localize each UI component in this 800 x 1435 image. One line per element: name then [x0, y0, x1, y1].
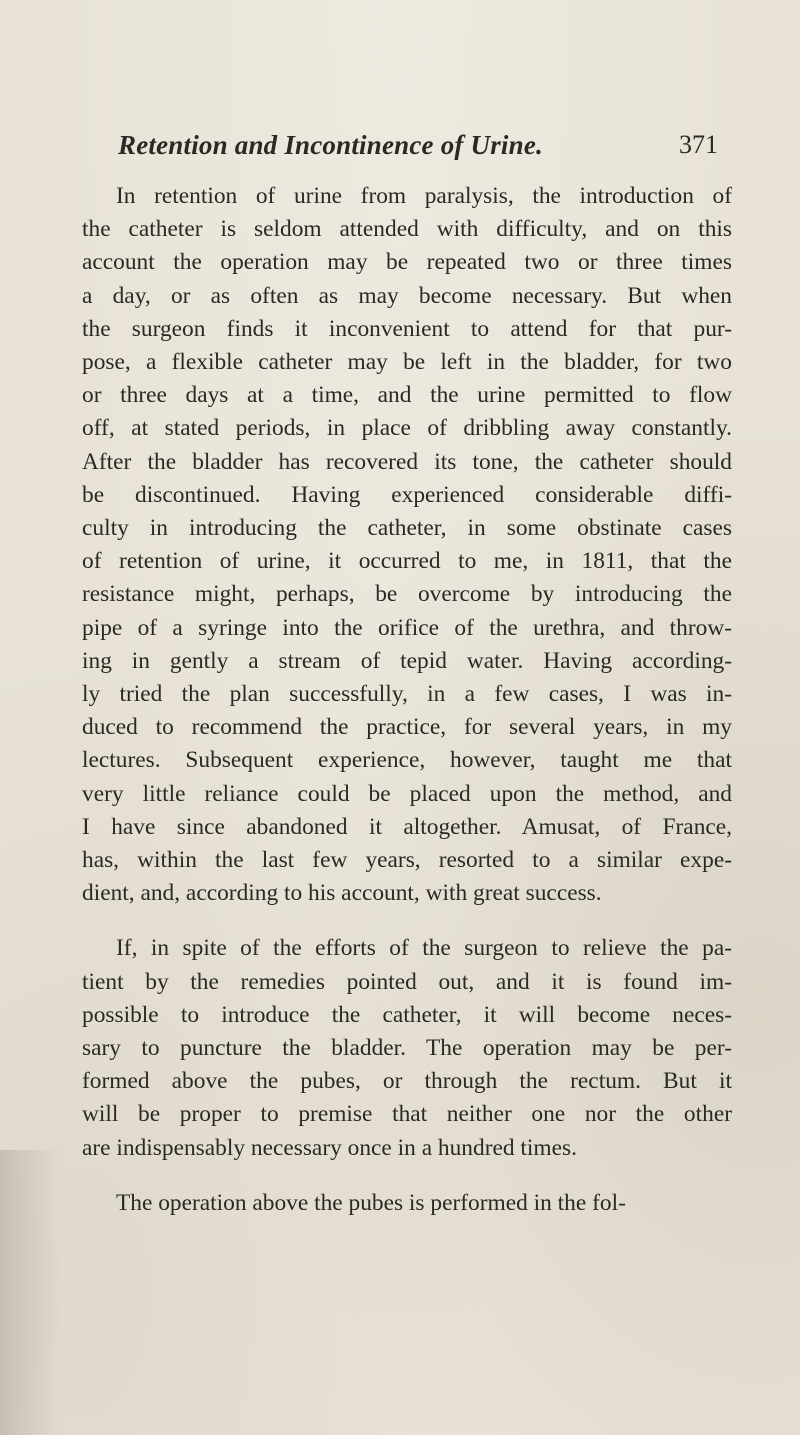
- text-line: possible to introduce the catheter, it will become neces-: [82, 1001, 732, 1028]
- text-line: The operation above the pubes is performed in the fol-: [116, 1189, 626, 1216]
- body-text: [82, 180, 732, 1220]
- text-line: are indispensably necessary once in a hundred times.: [82, 1134, 577, 1161]
- page-number: 371: [679, 130, 718, 159]
- text-line: resistance might, perhaps, be overcome by introducing the: [82, 581, 732, 608]
- text-line: or three days at a time, and the urine permitted to flow: [82, 382, 732, 409]
- text-line: ing in gently a stream of tepid water. Having according-: [82, 647, 732, 674]
- paragraph-retention: [82, 180, 732, 910]
- text-line: formed above the pubes, or through the rectum. But it: [82, 1068, 732, 1095]
- text-line: lectures. Subsequent experience, however, taught me that: [82, 747, 732, 774]
- text-line: After the bladder has recovered its tone, the catheter should: [82, 448, 732, 475]
- paragraph-spacer: [82, 1165, 732, 1187]
- running-title: Retention and Incontinence of Urine.: [118, 130, 543, 160]
- text-line: the surgeon finds it inconvenient to attend for that pur-: [82, 315, 732, 342]
- text-line: In retention of urine from paralysis, the introduction of: [116, 183, 732, 209]
- text-line: a day, or as often as may become necessary. But when: [82, 282, 732, 309]
- text-line: I have since abandoned it altogether. Amusat, of France,: [82, 813, 732, 840]
- running-head: [118, 130, 718, 170]
- paragraph-puncture: [82, 932, 732, 1164]
- text-line: If, in spite of the efforts of the surgeon to relieve the pa-: [116, 935, 732, 962]
- text-line: sary to puncture the bladder. The operation may be per-: [82, 1035, 732, 1062]
- text-line: be discontinued. Having experienced considerable diffi-: [82, 481, 732, 508]
- text-line: tient by the remedies pointed out, and it is found im-: [82, 968, 732, 995]
- text-line: culty in introducing the catheter, in some obstinate cases: [82, 515, 732, 542]
- text-line: the catheter is seldom attended with difficulty, and on this: [82, 216, 732, 243]
- text-line: account the operation may be repeated two or three times: [82, 249, 732, 276]
- page-edge-shadow: [0, 1150, 60, 1435]
- text-line: duced to recommend the practice, for several years, in my: [82, 714, 732, 741]
- text-line: of retention of urine, it occurred to me, in 1811, that the: [82, 548, 732, 575]
- text-line: has, within the last few years, resorted to a similar expe-: [82, 847, 732, 874]
- text-line: will be proper to premise that neither one nor the other: [82, 1101, 732, 1128]
- text-line: pose, a flexible catheter may be left in the bladder, for two: [82, 349, 732, 376]
- text-line: very little reliance could be placed upon the method, and: [82, 780, 732, 807]
- text-line: off, at stated periods, in place of dribbling away constantly.: [82, 415, 732, 442]
- text-line: dient, and, according to his account, with great success.: [82, 880, 602, 907]
- paragraph-spacer: [82, 910, 732, 932]
- paragraph-operation: [82, 1187, 732, 1220]
- text-line: pipe of a syringe into the orifice of the urethra, and throw-: [82, 614, 732, 641]
- text-line: ly tried the plan successfully, in a few cases, I was in-: [82, 681, 732, 708]
